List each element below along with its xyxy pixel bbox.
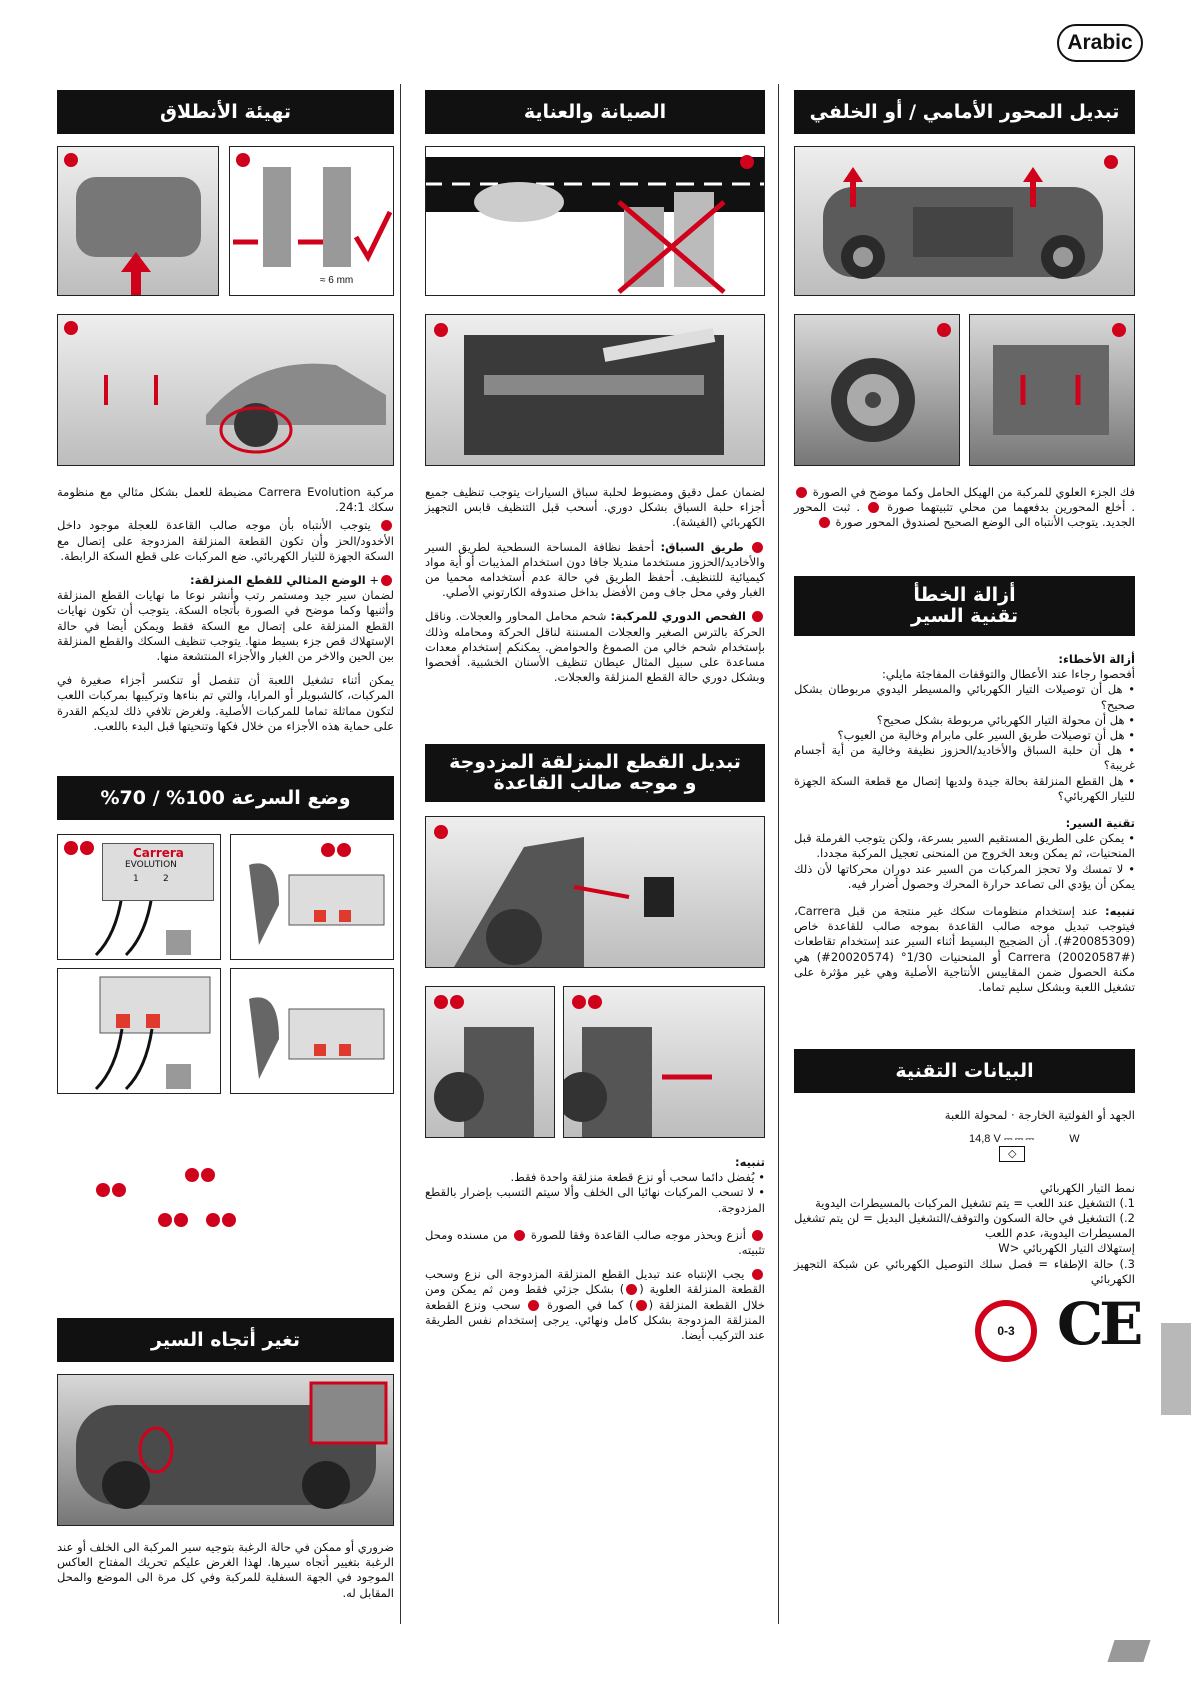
fault-item: • هل أن محولة التيار الكهربائي مربوطة بشكل صحيح؟ — [876, 712, 1135, 727]
dc-symbol: ⎓⎓⎓ — [1003, 1133, 1037, 1146]
figure-marker-dot — [321, 843, 335, 857]
section-title-technical: البيانات التقنية — [794, 1049, 1135, 1093]
figure-marker-dot — [434, 825, 448, 839]
fault-item: • هل أن توصيلات التيار الكهربائي والمسيطر اليدوي مربوطان بشكل صحيح؟ — [794, 682, 1135, 712]
figure-slider-2 — [563, 986, 765, 1138]
faults-title: أزالة الأخطاء: — [1058, 652, 1135, 666]
drive-title: تقنية السير: — [1065, 816, 1135, 831]
figure-speed-4 — [230, 968, 394, 1094]
speed-legend-dot — [96, 1183, 110, 1197]
figure-speed-2 — [230, 834, 394, 960]
axle-box-illustration — [969, 315, 1134, 466]
faults-intro: أفحصوا رجاءا عند الأعطال والتوقفات المفاجئة مايلي: — [881, 667, 1135, 682]
figure-marker-dot — [572, 995, 586, 1009]
mode-item: 3.) حالة الإطفاء = فصل سلك التوصيل الكهربائي عن شبكة التجهيز الكهربائي — [794, 1256, 1135, 1286]
guide-step-1b: من مسنده ومحل تثبيته. — [425, 1227, 765, 1258]
start-text: مركبة Carrera Evolution مضبطة للعمل بشكل مثالي مع منظومة سكك 24:1. يتوجب الأنتباه بأن موجه صالب القاعدة للعجلة موجود داخل الأخدود/الحز وأن تكون القطعة المنزلقة المزدوجة على إتصال مع السكة الجهزة للتيار الكهربائي. ضع المركبات على قطع السكة الرابطة. + الوضع المثالي للقطع المنزلقة: لضمان سير جيد ومستمر رتب وأنشر نوعا ما نهايات القطع المنزلقة وأثنيها وكما موضح في الصورة بأتجاه السكة. يتوجب أن تكون نهايات القطع المنزلقة على إتصال مع السكة فقط ويمكن أيضا في حالة الإستهلاك قص جزء بسيط منها. يتوجب تنظيف السكك والقطع المنزلقة بين الحين والاخر من الغبار والأجزاء المنتشعة منها. يمكن أثناء تشغيل اللعبة أن تنفصل أو تنكسر أجزاء صغيرة في المركبات، كالشبويلر أو المرايا، والتي تم بناءها وتركيبها بمركبات اللعب لتكون مماثلة تماما للمركبات الأصلية. ولغرض تلافي ذلك لديكم القدرة على حماية هذه الأجزاء من خلال فكها وتنحيتها قبل البدء باللعب. — [57, 485, 394, 733]
speed-legend-dot — [158, 1213, 172, 1227]
optimal-body: لضمان سير جيد ومستمر رتب وأنشر نوعا ما نهايات القطع المنزلقة وأثنيها وكما موضح في الصورة بأتجاه السكة. يتوجب أن تكون نهايات القطع المنزلقة على إتصال مع السكة فقط ويمكن أيضا في حالة الإستهلاك قص جزء بسيط منها. يتوجب تنظيف السكك والقطع المنزلقة بين الحين والاخر من الغبار والأجزاء المنتشعة منها. — [57, 588, 394, 664]
direction-instruction: ضروري أو ممكن في حالة الرغبة بتوجيه سير المركبة الى الخلف أو عند الرغبة بتغيير أتجاه سيرها. لهذا الغرض عليكم تحريك المفتاح العاكس الموجود في الجهة السفلية للمركبة وفي كل مرة الى الموضع والمحل المقابل له. — [57, 1540, 394, 1600]
brushes-illustration — [229, 147, 393, 296]
troubleshooting-title-line-1: أزالة الخطأ — [913, 584, 1016, 606]
section-title-troubleshooting — [794, 576, 1135, 636]
age-warning-icon — [975, 1300, 1037, 1362]
speed-2-illustration — [230, 835, 393, 960]
section-title-guide-keel — [425, 744, 765, 802]
column-divider-right — [778, 84, 779, 1624]
figure-cleaning — [425, 146, 765, 296]
figure-marker-dot — [337, 843, 351, 857]
troubleshooting-text — [794, 652, 1135, 1004]
technical-data — [794, 1108, 1135, 1287]
note-title: تنبيه: — [1105, 904, 1135, 919]
section-title-direction: تغير أتجاه السير — [57, 1318, 394, 1362]
check-body: شحم محامل المحاور والعجلات. وناقل الحركة بالترس الصغير والعجلات المسننة لناقل الحركة ومحامله وذلك بإستخدام شحم خالي من الصموغ والحوامض. يمكنكم إستخدام معدات مساعدة على سبيل المثال عيطان تنظيف الأسنان الخشبية. أفحصوا وبشكل دوري حالة القطع المنزلقة والعجلات. — [425, 609, 765, 685]
figure-marker-dot — [740, 155, 754, 169]
section-title-maintenance: الصيانة والعناية — [425, 90, 765, 134]
axle-step-3: . ثبت المحور الجديد. يتوجب الأنتباه الى الوضع الصحيح لصندوق المحور صورة — [794, 500, 1135, 530]
start-warning: يمكن أثناء تشغيل اللعبة أن تنفصل أو تنكسر أجزاء صغيرة في المركبات، كالشبويلر أو المرايا، والتي تم بناءها وتركيبها بمركبات اللعب لتكون مماثلة تماما للمركبات الأصلية. ولغرض تلافي ذلك لديكم القدرة على حماية هذه الأجزاء من خلال فكها وتنحيتها قبل البدء باللعب. — [57, 673, 394, 733]
figure-brushes — [229, 146, 394, 296]
figure-slider-1 — [425, 986, 555, 1138]
figure-car-front — [57, 146, 219, 296]
brush-length-label: ≈ 6 mm — [320, 275, 354, 286]
speed-4-illustration — [230, 969, 393, 1094]
lane-2-label: 2 — [163, 874, 169, 884]
road-body: أحفظ نظافة المساحة السطحية لطريق السير والأخاديد/الحزوز مستخدما منديلا جافا دون استخدام المذيبات أو أية مواد كيميائية للتنظيف. أحفظ الطريق في حالة عدم أستخدامه محميا من الغبار وفي محل جاف ومن الأفضل بداخل صندوقه الكارتوني الأصلي. — [425, 539, 765, 600]
drive-item: • لا تمسك ولا تحجز المركبات من السير عند دوران محركاتها لأن ذلك يمكن أن يؤدي الى تصاعد حرارة المحرك وحصول أضرار فيه. — [794, 861, 1135, 891]
guide-note-item: • يُفضل دائما سحب أو نزع قطعة منزلقة واحدة فقط. — [510, 1170, 765, 1185]
guide-note-item: • لا تسحب المركبات نهائيا الى الخلف وألا سيتم التسبب بإضرار بالقطع المزدوجة. — [425, 1185, 765, 1215]
speed-legend-dot — [174, 1213, 188, 1227]
figure-marker-dot — [80, 841, 94, 855]
fault-item: • هل أن توصيلات طريق السير على مابرام وخالية من العيوب؟ — [837, 728, 1135, 743]
start-instruction: يتوجب الأنتباه بأن موجه صالب القاعدة للعجلة موجود داخل الأخدود/الحز وأن تكون القطعة المنزلقة المزدوجة على إتصال مع السكة الجهزة للتيار الكهربائي. ضع المركبات على قطع السكة الرابطة. — [57, 518, 394, 563]
speed-3-illustration — [57, 969, 220, 1094]
guide-step-2d: سحب ونزع القطعة المنزلقة المزدوجة بشكل كامل ونهائي. يرجى إستخدام نفس الطريقة عند التركيب أيضا. — [425, 1297, 765, 1343]
road-title: طريق السباق: — [660, 539, 744, 554]
figure-axle-chassis — [794, 146, 1135, 296]
figure-direction-switch — [57, 1374, 394, 1526]
cleaning-illustration — [425, 147, 764, 296]
section-title-speed: وضع السرعة 100% / 70% — [57, 776, 394, 820]
mode-item: 2.) التشغيل في حالة السكون والتوقف/التشغيل البديل = لن يتم تشغيل المسيطرات اليدوية، عدم اللعب — [794, 1211, 1135, 1241]
guide-keel-title-line-2: و موجه صالب القاعدة — [493, 772, 697, 794]
chassis-illustration — [794, 147, 1134, 296]
voltage-label: الجهد أو الفولتية الخارجة · لمحولة اللعبة — [944, 1108, 1135, 1122]
figure-lubrication — [425, 314, 765, 466]
check-title: الفحص الدوري للمركبة: — [610, 609, 746, 624]
column-divider-left — [400, 84, 401, 1624]
guide-step-2c: كما في الصورة — [546, 1297, 624, 1312]
direction-text — [57, 1540, 394, 1610]
speed-legend-dot — [201, 1168, 215, 1182]
figure-marker-dot — [1104, 155, 1118, 169]
slider-1-illustration — [425, 987, 554, 1138]
direction-switch-illustration — [57, 1375, 393, 1526]
transformer-icon: ◇ — [999, 1146, 1025, 1162]
evolution-brand: Carrera — [133, 846, 184, 860]
figure-marker-dot — [588, 995, 602, 1009]
axle-step-2: . أخلع المحورين بدفعهما من محلي تثبيتهما صورة — [887, 500, 1136, 515]
figure-marker-dot — [434, 323, 448, 337]
figure-marker-dot — [236, 153, 250, 167]
speed-legend-dot — [112, 1183, 126, 1197]
figure-marker-dot — [434, 995, 448, 1009]
voltage-row — [969, 1132, 1135, 1162]
evolution-box — [102, 843, 214, 901]
optimal-title: الوضع المثالي للقطع المنزلقة: — [189, 573, 366, 588]
guide-keel-title-line-1: تبديل القطع المنزلقة المزدوجة — [449, 751, 741, 773]
guide-step-2: يجب الإنتباه عند تبديل القطع المنزلقة المزدوجة الى نزع وسحب القطعة المنزلقة العلوية — [425, 1267, 765, 1297]
section-title-axle: تبديل المحور الأمامي / أو الخلفي — [794, 90, 1135, 134]
voltage-value: 14,8 V — [969, 1133, 1001, 1146]
figure-guide-keel — [425, 816, 765, 968]
speed-legend-dot — [185, 1168, 199, 1182]
fault-item: • هل القطع المنزلقة بحالة جيدة ولديها إتصال مع قطعة السكة الجهزة للتيار الكهربائي؟ — [794, 773, 1135, 803]
fault-item: • هل أن حلبة السباق والأخاديد/الحزوز نظيفة وخالية من أية أجسام غريبة؟ — [794, 743, 1135, 773]
section-title-start: تهيئة الأنطلاق — [57, 90, 394, 134]
guide-note-title: تنبيه: — [735, 1155, 765, 1169]
car-on-track-illustration — [57, 315, 393, 466]
speed-legend-dot — [222, 1213, 236, 1227]
guide-keel-illustration — [425, 817, 764, 968]
lubrication-illustration — [425, 315, 764, 466]
mode-item: 1.) التشغيل عند اللعب = يتم تشغيل المركبات بالمسيطرات اليدوية — [815, 1195, 1135, 1210]
axle-instructions — [794, 485, 1135, 540]
start-intro: مركبة Carrera Evolution مضبطة للعمل بشكل مثالي مع منظومة سكك 24:1. — [57, 485, 394, 515]
page-edge-tab — [1161, 1323, 1191, 1415]
age-range: 0-3 — [997, 1324, 1015, 1338]
mode-item: إستهلاك التيار الكهربائي <W — [998, 1241, 1135, 1256]
figure-speed-3 — [57, 968, 221, 1094]
figure-car-on-track — [57, 314, 394, 466]
figure-marker-dot — [64, 153, 78, 167]
guide-keel-text: تنبيه: • يُفضل دائما سحب أو نزع قطعة منزلقة واحدة فقط. • لا تسحب المركبات نهائيا الى الخلف وألا سيتم التسبب بإضرار بالقطع المزدوجة. أنزع وبحذر موجه صالب القاعدة وفقا للصورة من مسنده ومحل تثبيته. يجب الإنتباه عند تبديل القطع المنزلقة المزدوجة الى نزع وسحب القطعة المنزلقة العلوية () بشكل جزئي فقط ومن ثم يمكن ومن خلال القطعة المنزلقة () كما في الصورة سحب ونزع القطعة المنزلقة المزدوجة بشكل كامل ونهائي. يرجى إستخدام نفس الطريقة عند التركيب أيضا. — [425, 1155, 765, 1343]
lane-1-label: 1 — [133, 874, 139, 884]
maintenance-text — [425, 485, 765, 694]
guide-step-1: أنزع وبحذر موجه صالب القاعدة وفقا للصورة — [530, 1227, 746, 1242]
modes-title: نمط التيار الكهربائي — [1040, 1180, 1135, 1195]
axle-step-1: فك الجزء العلوي للمركبة من الهيكل الحامل وكما موضح في الصورة — [812, 485, 1136, 499]
figure-marker-dot — [64, 321, 78, 335]
figure-marker-dot — [937, 323, 951, 337]
watt-label: W — [1069, 1133, 1080, 1146]
figure-marker-dot — [1112, 323, 1126, 337]
note-body: عند إستخدام منظومات سكك غير منتجة من قبل Carrera، فيتوجب تبديل موجه صالب القاعدة بموجه صالب للقاعدة خاص (20085309#). أن الضجيج البسيط أثناء السير عند إستخدام تقاطعات Carrera (20020587#) أو المنحنيات 1/30° (20020574#) هي مكنة الحصول ضمن المقاييس الأنتاجية الأصلية وهي غير مؤثرة على تشغيل اللعبة وبشكل سليم تماما. — [794, 904, 1135, 995]
troubleshooting-title-line-2: تقنية السير — [911, 605, 1019, 627]
figure-wheel-removal — [794, 314, 960, 466]
speed-legend-dot — [206, 1213, 220, 1227]
car-front-illustration — [57, 147, 218, 296]
wheel-illustration — [794, 315, 959, 466]
guide-step-2b: بشكل جزئي فقط ومن ثم يمكن ومن خلال القطعة المنزلقة — [425, 1282, 765, 1312]
evolution-label: EVOLUTION — [125, 860, 177, 870]
slider-2-illustration — [563, 987, 764, 1138]
ce-mark: CE — [1057, 1290, 1140, 1358]
figure-axle-box — [969, 314, 1135, 466]
figure-marker-dot — [450, 995, 464, 1009]
language-badge: Arabic — [1057, 24, 1143, 62]
page-corner-mark — [1107, 1640, 1150, 1662]
drive-item: • يمكن على الطريق المستقيم السير بسرعة، ولكن يتوجب الفرملة قبل المنحنيات، ثم يمكن وبعد الخروج من المنحنى تعجيل المركبة مجددا. — [794, 831, 1135, 861]
figure-speed-1 — [57, 834, 221, 960]
maintenance-intro: لضمان عمل دقيق ومضبوط لحلبة سباق السيارات يتوجب تنظيف جميع أجزاء حلبة السباق بشكل دوري. أسحب قبل التنظيف قابس التجهيز الكهربائي (الفيشة). — [425, 485, 765, 530]
figure-marker-dot — [64, 841, 78, 855]
